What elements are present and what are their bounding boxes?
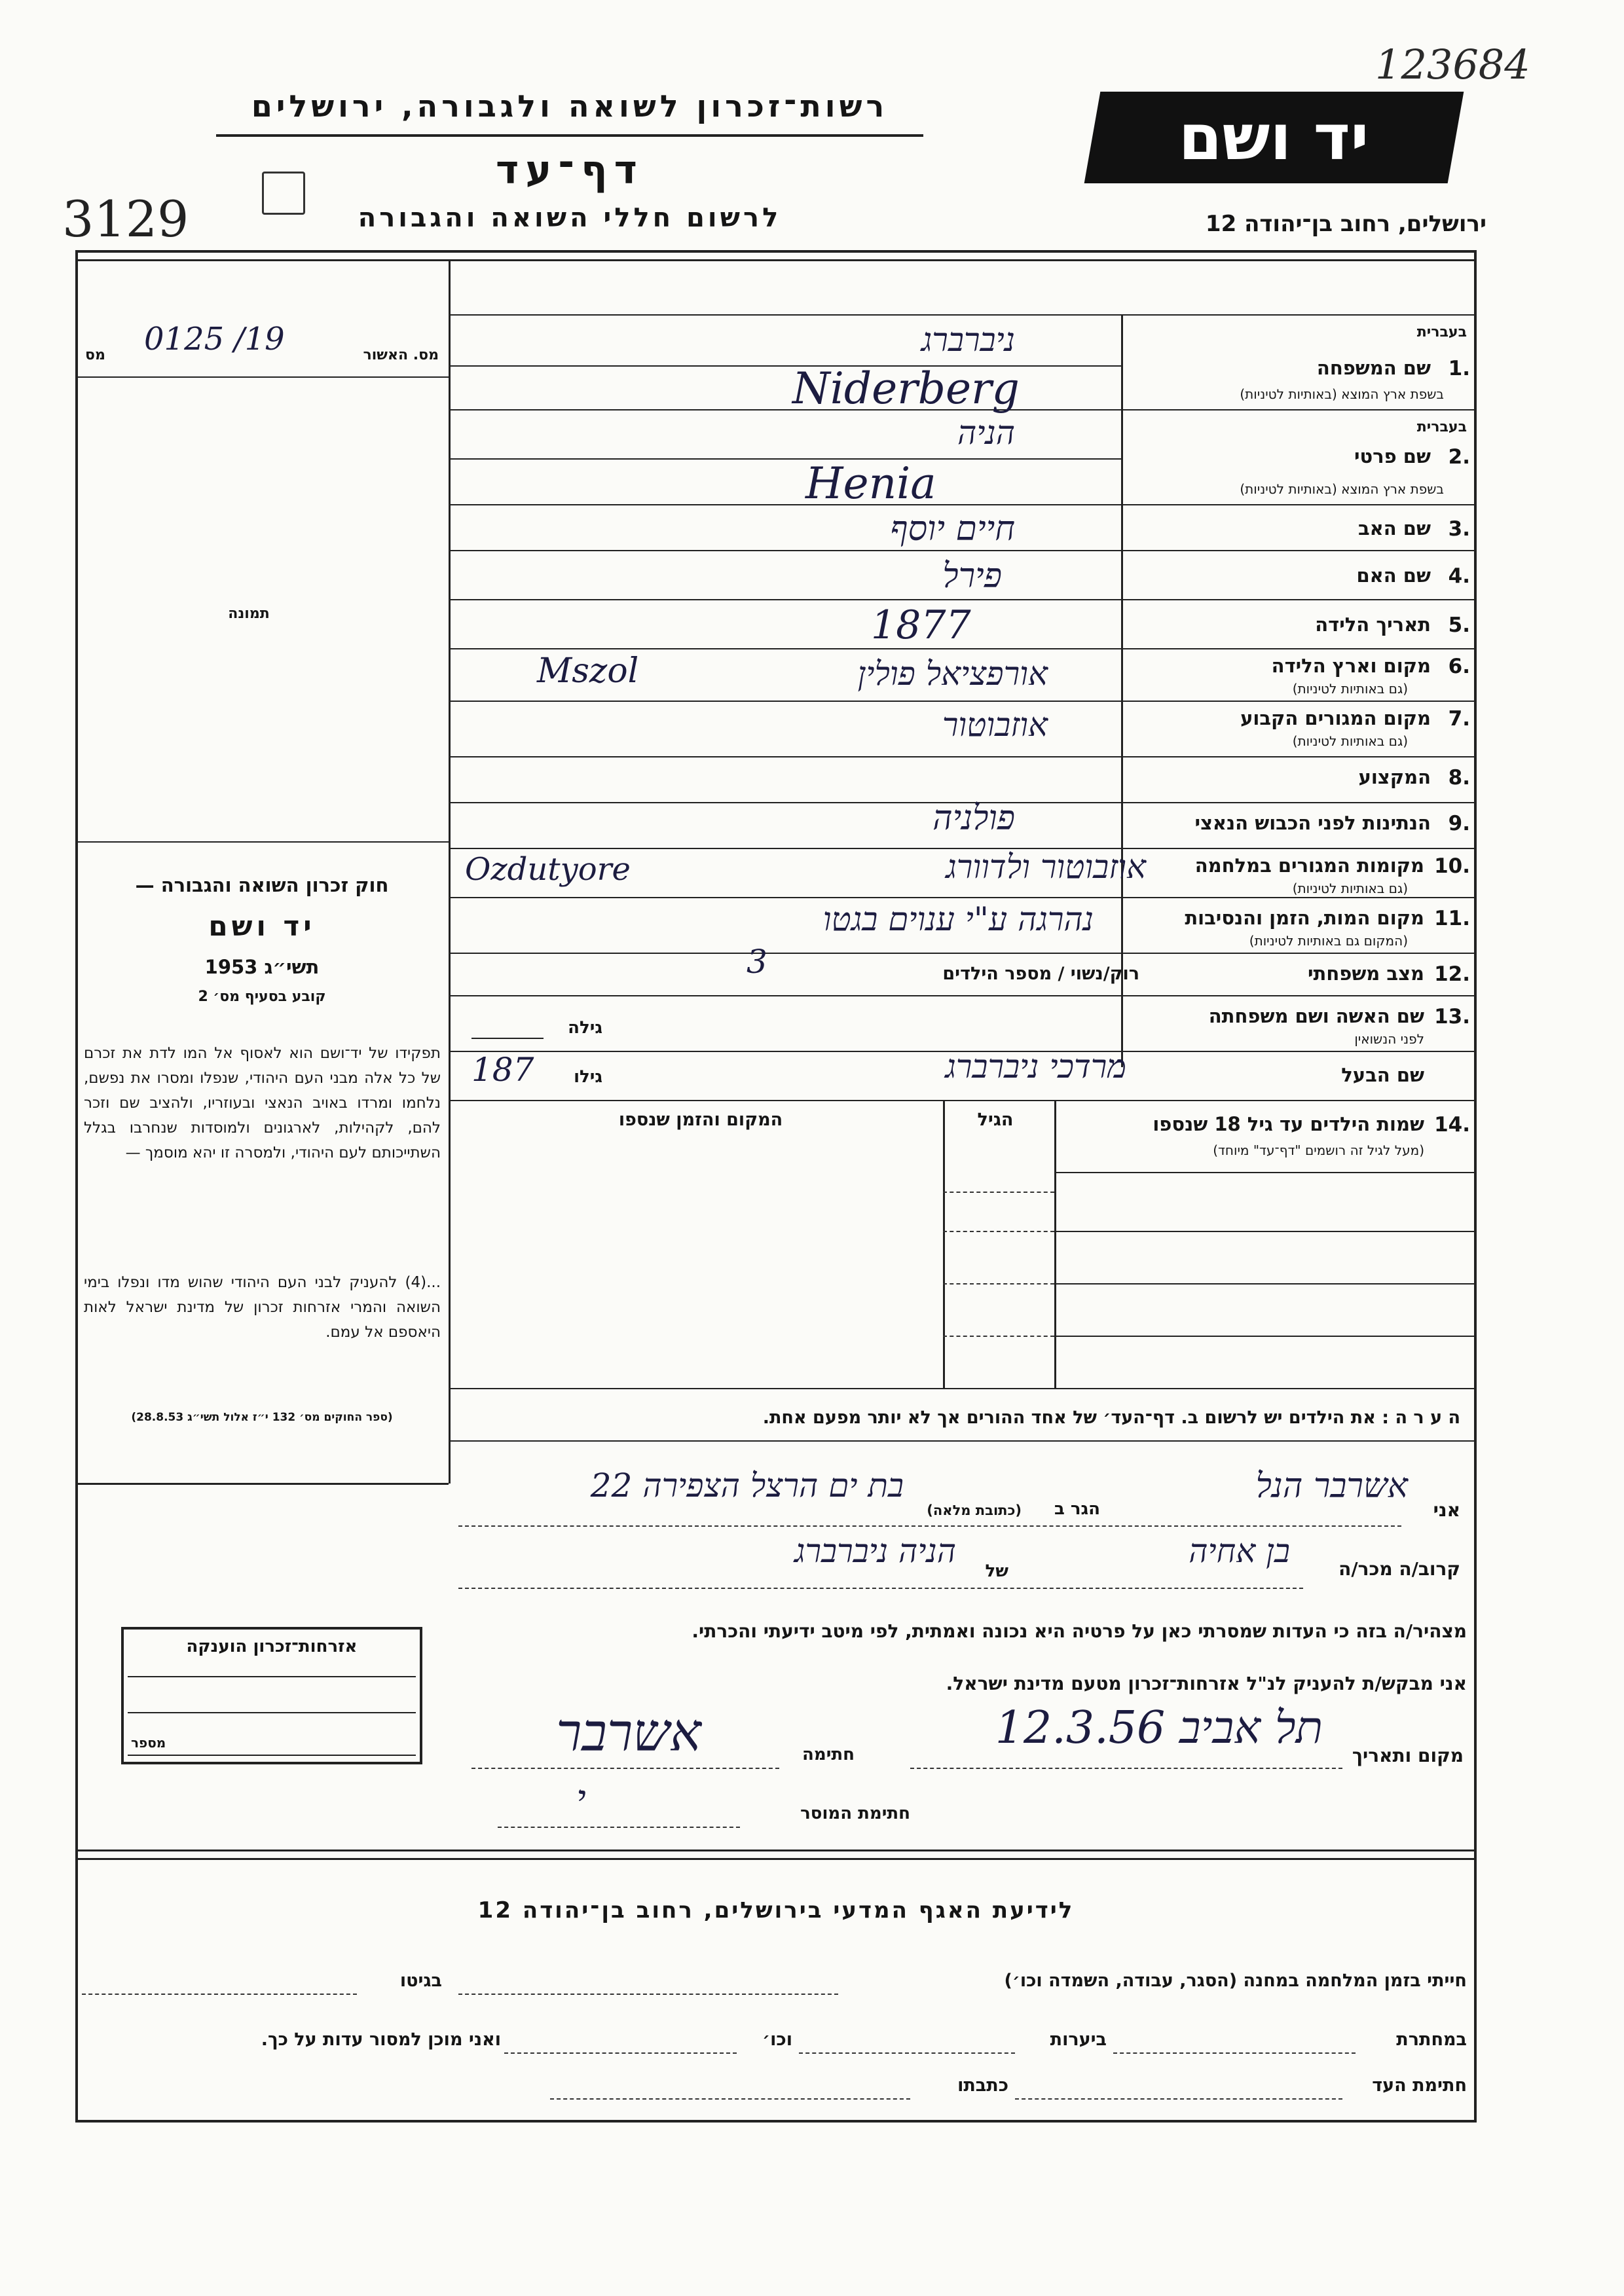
bottom-separator [75,1850,1477,1851]
declarant-ani: אני [1433,1499,1460,1521]
f6-note: (גם באותיות לטיניות) [1292,681,1408,697]
mother-name-value: פירל [942,556,1002,596]
f9-label: הנתינות לפני הכבוש הנאצי [1194,812,1431,834]
f14-label: שמות הילדים עד גיל 18 שנספו [1153,1113,1424,1135]
children-row-rule [1054,1283,1477,1285]
authority-title: רשות־זכרון לשואה ולגבורה, ירושלים [251,88,889,124]
recipient-signature-value: י [576,1777,586,1820]
law-box-title: חוק זכרון השואה והגבורה — [135,874,389,896]
children-table-bottom [449,1388,1477,1389]
row-rule [449,953,1477,954]
relative-label: קרוב/ה מכר/ה [1338,1558,1460,1580]
children-row-rule [943,1231,1054,1232]
relative-line [458,1588,1303,1589]
children-count-value: 3 [747,943,767,981]
law-box-year: תשי״ג 1953 [204,956,320,978]
relative-value: בן אחיה [1189,1532,1290,1570]
f3-number: 3. [1448,517,1470,541]
row-rule [449,701,1477,702]
place-date-value: תל אביב 12.3.56 [995,1702,1323,1754]
f11-label: מקום המות, הזמן והנסיבות [1185,907,1424,929]
husband-age-label: גילו [574,1067,602,1087]
law-box-bottom [75,1483,449,1485]
f1-lang-native: בשפת ארץ המוצא (באותיות לטיניות) [1240,386,1444,402]
bottom-line3-blank-2 [550,2098,910,2100]
f2-number: 2. [1448,445,1470,469]
f4-label: שם האם [1356,564,1431,587]
wartime-residence-value: אוזבוטור ולדוורג [946,848,1146,886]
row-rule [449,1100,1477,1101]
f3-label: שם האב [1357,517,1431,539]
f11-note: (המקום גם באותיות לטיניות) [1249,933,1408,949]
law-box-source: (ספר החוקים מס׳ 132 י״ז אלול תשי״ג 28.8.53) [131,1411,393,1424]
bottom-line1-blank [458,1994,838,1995]
bottom-line1-blank-2 [82,1994,357,1995]
husband-age-value: 187 [471,1051,534,1089]
f13-number: 13. [1434,1005,1470,1029]
form-subtitle: לרשום חללי השואה והגבורה [358,203,782,233]
f2-lang-hebrew: בעברית [1416,419,1467,435]
f13-note: לפני הנשואין [1354,1031,1424,1047]
f10-number: 10. [1434,854,1470,878]
f2-lang-native: בשפת ארץ המוצא (באותיות לטיניות) [1240,481,1444,497]
law-box-clause: קובע בסעיף מס׳ 2 [198,989,326,1005]
request-text: אני מבקש/ת להעניק לנ"ל אזרחות־זכרון מטעם מדינת ישראל. [946,1673,1467,1694]
place-date-line [910,1768,1342,1769]
yad-vashem-logo: יד ושם [1178,101,1369,174]
row-rule [449,599,1477,600]
stamp-mark [262,172,305,215]
row-rule [449,365,1121,367]
children-row-rule [1054,1336,1477,1337]
bottom-line2-blank-3 [504,2052,737,2054]
law-box-text-2: ...(4) להעניק לבני העם היהודי שהוש מדו ונפלו בימי השואה והמרי אזרחות זכרון של מדינת ישראל לאות היאספם אל עמם. [84,1274,441,1341]
f2-label: שם פרטי [1354,445,1431,467]
citizenship-box-title: אזרחות־זכרון הוענקה [186,1637,358,1656]
row-rule [449,648,1477,649]
of-label: של [985,1561,1008,1581]
citizenship-box-line [128,1676,416,1677]
children-row-rule [1054,1231,1477,1232]
children-col-divider [943,1100,945,1388]
f8-label: המקצוע [1358,766,1431,788]
declarant-address-value: בת ים הרצל הצפירה 22 [590,1467,904,1504]
f7-label: מקום המגורים הקבוע [1240,707,1431,729]
signature-value: אשרבר [556,1702,701,1763]
f14-note: (מעל לגיל זה רושמים "דף־עד" מיוחד) [1213,1142,1424,1158]
recipient-signature-line [498,1827,740,1828]
f12-label: מצב משפחתי [1307,962,1424,985]
bottom-heading: לידיעת האגף המדעי בירושלים, רחוב בן־יהודה 12 [477,1897,1075,1923]
f14-number: 14. [1434,1113,1470,1137]
children-age-header: הגיל [977,1110,1014,1130]
address: ירושלים, רחוב בן־יהודה 12 [1205,211,1486,237]
f12-number: 12. [1434,962,1470,986]
wife-age-line [471,1038,544,1039]
bottom-line2-a: במחתרת [1396,2030,1467,2050]
law-box-name: יד ושם [208,910,316,942]
place-date-label: מקום ותאריך [1352,1745,1464,1766]
bottom-line3-a: חתימת העד [1372,2075,1467,2096]
law-box-text: תפקידו של יד־ושם הוא לאסוף אל המו לדת את זכרם של כל אלה מבני העם היהודי, שנפלו ומסרו את נפשם, נלחמו ומרדו באויב הנאצי ובעוזריו, ולהציב שם וזכר להם, לקהילות, לארגונים ולמוסדות שנחרבו בגלל השתייכותם לעם היהודי, ולמסרה זו יהא מוסמך — [84,1045,441,1161]
archive-number: 123684 [1375,41,1530,88]
surname-hebrew-value: ניברברג [921,321,1015,359]
declarant-address-note: (כתובת מלאה) [927,1503,1022,1518]
residence-value: אוזבוטור [942,706,1048,744]
declarant-name-value: אשרבר הנל [1255,1467,1408,1506]
bottom-line2-blank [1113,2052,1356,2054]
bottom-line2-b: ביערות [1050,2030,1107,2050]
f11-number: 11. [1434,907,1470,930]
row-rule [449,504,1477,505]
father-name-value: חיים יוסף [890,509,1015,549]
authority-underline [216,134,923,137]
wartime-residence-latin-value: Ozdutyore [465,851,631,888]
note-row-bottom [449,1440,1477,1442]
left-column-divider [449,259,451,1484]
f6-label: מקום וארץ הלידה [1271,655,1431,677]
husband-name-value: מרדכי ניברברג [945,1048,1126,1085]
bottom-line1-label: חייתי בזמן המלחמה במחנה (הסגר, עבודה, השמדה וכו׳) [1004,1971,1467,1991]
f1-label: שם המשפחה [1316,357,1431,379]
approval-label: מס. האשור [363,347,439,363]
wife-age-label: גילה [568,1018,602,1038]
handwritten-form-number: 3129 [62,190,189,248]
bottom-line2-d: ואני מוכן למסור עדות על כך. [261,2030,501,2050]
row-rule [449,756,1477,757]
f6-number: 6. [1448,655,1470,678]
children-col-divider [1054,1100,1056,1388]
firstname-latin-value: Henia [805,458,936,509]
death-place-value: נהרגה ע"י ענוים בגטו [822,900,1094,938]
citizenship-number-label: מספר [131,1735,166,1751]
f7-note: (גם באותיות לטיניות) [1292,733,1408,749]
f7-number: 7. [1448,707,1470,731]
form-title: דף־עד [496,147,644,193]
f4-number: 4. [1448,564,1470,588]
bottom-line2-c: וכו׳ [762,2030,792,2050]
declarant-resident: הגר ב [1054,1499,1100,1519]
marital-status-label: רוק/נשוי / מספר הילדים [942,964,1139,984]
f5-label: תאריך הלידה [1315,613,1431,636]
citizenship-box-line [128,1712,416,1713]
signature-line [471,1768,779,1769]
declaration-text: מצהיר/ה בזה כי העדות שמסרתי כאן על פרטיה היא נכונה ואמתית, לפי מיטב ידיעתי והכרתי. [692,1620,1467,1642]
children-row-rule [943,1283,1054,1285]
nationality-value: פולניה [932,799,1015,838]
f10-label: מקומות המגורים במלחמה [1194,854,1424,877]
birth-date-value: 1877 [871,602,971,648]
approval-number-value: 0125 /19 [144,321,285,357]
husband-label: שם הבעל [1341,1064,1424,1086]
f5-number: 5. [1448,613,1470,637]
birth-place-value: אורפציאל פולין [857,655,1048,693]
f13-label: שם האשה ושם משפחתה [1208,1005,1424,1027]
bottom-line2-blank-2 [799,2052,1015,2054]
children-row-rule [943,1336,1054,1337]
children-header-rule [1054,1172,1477,1173]
children-row-rule [943,1192,1054,1193]
label-column-divider [1121,314,1123,1067]
row-rule [449,897,1477,898]
f1-lang-hebrew: בעברית [1416,324,1467,340]
row-rule [449,550,1477,551]
declarant-line [458,1525,1401,1527]
recipient-signature-label: חתימת המוסר [800,1804,910,1823]
approval-row-line [75,376,449,378]
bottom-separator [75,1858,1477,1860]
bottom-line3-blank [1015,2098,1342,2100]
f10-note: (גם באותיות לטיניות) [1292,881,1408,896]
f1-number: 1. [1448,357,1470,380]
row-rule [449,995,1477,996]
f9-number: 9. [1448,812,1470,835]
f8-number: 8. [1448,766,1470,790]
citizenship-box-line [128,1755,416,1756]
surname-latin-value: Niderberg [792,363,1020,414]
firstname-hebrew-value: הניה [957,414,1015,452]
of-value: הניה ניברברג [794,1532,956,1570]
row-rule [449,458,1121,460]
birth-place-latin-value: Mszol [537,651,639,691]
photo-area-bottom [75,841,449,843]
bottom-line3-b: כתבתו [957,2075,1008,2096]
frame-top-double [75,259,1477,261]
bottom-line1-end: בגיטו [399,1971,442,1991]
signature-label: חתימה [802,1745,855,1764]
note-line: ה ע ר ה : את הילדים יש לרשום ב. דף־העד׳ של אחד ההורים אך לא יותר מפעם אחת. [762,1408,1460,1428]
photo-label: תמונה [228,606,270,622]
children-place-header: המקום והזמן שנספו [618,1110,783,1130]
form-header-line [449,314,1477,316]
approval-no-label: מס [85,347,105,363]
